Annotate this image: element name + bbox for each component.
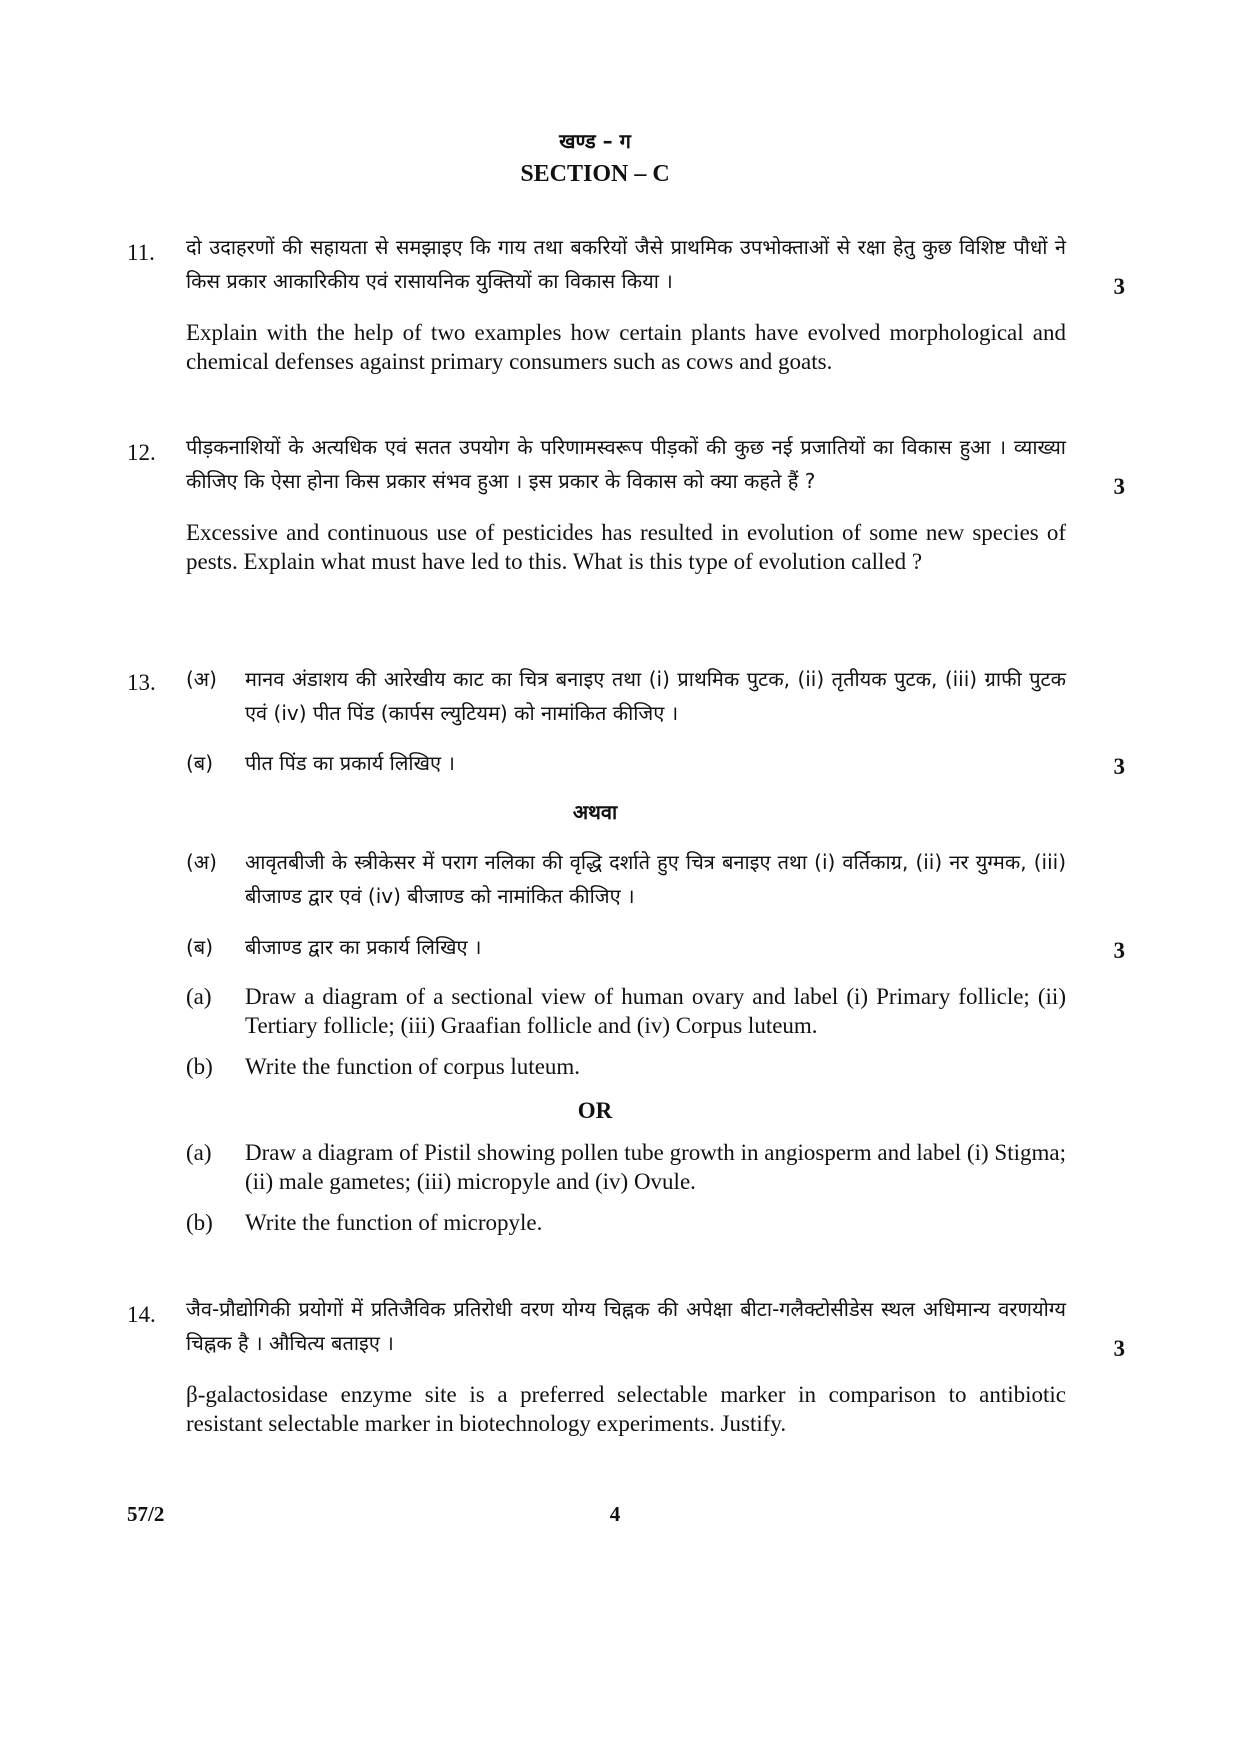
question-11-marks: 3 [1113,274,1125,299]
paper-code: 57/2 [127,1502,165,1526]
q13-hindi-alt-a: आवृतबीजी के स्त्रीकेसर में पराग नलिका की वृद्धि दर्शाते हुए चित्र बनाइए तथा (i) वर्तिकाग्र, (ii) नर युग्मक, (iii) बीजाण्ड द्वार एवं (iv) बीजाण्ड को नामांकित कीजिए । [245,850,1066,908]
q13-hindi-alt-b: बीजाण्ड द्वार का प्रकार्य लिखिए । [245,935,482,959]
q13-or-hindi: अथवा [572,800,618,824]
question-12-number: 12. [127,440,156,465]
question-14-marks: 3 [1113,1336,1125,1361]
q13-marks-1: 3 [1113,754,1125,779]
question-14-hindi: जैव-प्रौद्योगिकी प्रयोगों में प्रतिजैविक प्रतिरोधी वरण योग्य चिह्नक की अपेक्षा बीटा-गलैक्टोसीडेस स्थल अधिमान्य वरणयोग्य चिह्नक है । औचित्य बताइए । [186,1297,1066,1355]
question-12-hindi: पीड़कनाशियों के अत्यधिक एवं सतत उपयोग के परिणामस्वरूप पीड़कों की कुछ नई प्रजातियों का विकास हुआ । व्याख्या कीजिए कि ऐसा होना किस प्रकार संभव हुआ । इस प्रकार के विकास को क्या कहते हैं ? [186,435,1066,493]
question-11-english: Explain with the help of two examples how certain plants have evolved morphological and chemical defenses against primary consumers such as cows and goats. [186,320,1066,374]
q13-english-alt-b: Write the function of micropyle. [245,1210,543,1235]
q13-hindi-b: पीत पिंड का प्रकार्य लिखिए । [245,751,455,775]
q13-hindi-alt-a-label: (अ) [186,850,217,874]
question-12-english: Excessive and continuous use of pesticides has resulted in evolution of some new species of pests. Explain what must have led to this. What is this type of evolution called ? [186,520,1066,574]
question-11-hindi: दो उदाहरणों की सहायता से समझाइए कि गाय तथा बकरियों जैसे प्राथमिक उपभोक्ताओं से रक्षा हेतु कुछ विशिष्ट पौधों ने किस प्रकार आकारिकीय एवं रासायनिक युक्तियों का विकास किया । [186,235,1066,293]
q13-or-english: OR [577,1098,613,1123]
section-title-hindi: खण्ड – ग [559,129,631,153]
q13-hindi-a-label: (अ) [186,667,217,691]
q13-english-alt-b-label: (b) [186,1210,213,1235]
q13-english-a: Draw a diagram of a sectional view of human ovary and label (i) Primary follicle; (ii) Tertiary follicle; (iii) Graafian follicle and (iv) Corpus luteum. [245,984,1066,1038]
q13-hindi-alt-b-label: (ब) [186,935,214,959]
q13-marks-2: 3 [1113,938,1125,963]
q13-english-a-label: (a) [186,984,212,1009]
q13-english-b: Write the function of corpus luteum. [245,1054,581,1079]
q13-english-alt-a: Draw a diagram of Pistil showing pollen tube growth in angiosperm and label (i) Stigma; (ii) male gametes; (iii) micropyle and (iv) Ovule. [245,1140,1066,1194]
question-14-number: 14. [127,1302,156,1327]
q13-english-alt-a-label: (a) [186,1140,212,1165]
question-14-english: β-galactosidase enzyme site is a preferred selectable marker in comparison to antibiotic resistant selectable marker in biotechnology experiments. Justify. [186,1382,1066,1436]
question-11-number: 11. [127,240,155,265]
question-12-marks: 3 [1113,474,1125,499]
q13-hindi-b-label: (ब) [186,751,214,775]
page-number: 4 [609,1502,621,1526]
q13-english-b-label: (b) [186,1054,213,1079]
question-13-number: 13. [127,670,156,695]
section-title-english: SECTION – C [520,161,670,187]
q13-hindi-a: मानव अंडाशय की आरेखीय काट का चित्र बनाइए तथा (i) प्राथमिक पुटक, (ii) तृतीयक पुटक, (iii) ग्राफी पुटक एवं (iv) पीत पिंड (कार्पस ल्युटियम) को नामांकित कीजिए । [245,667,1066,725]
